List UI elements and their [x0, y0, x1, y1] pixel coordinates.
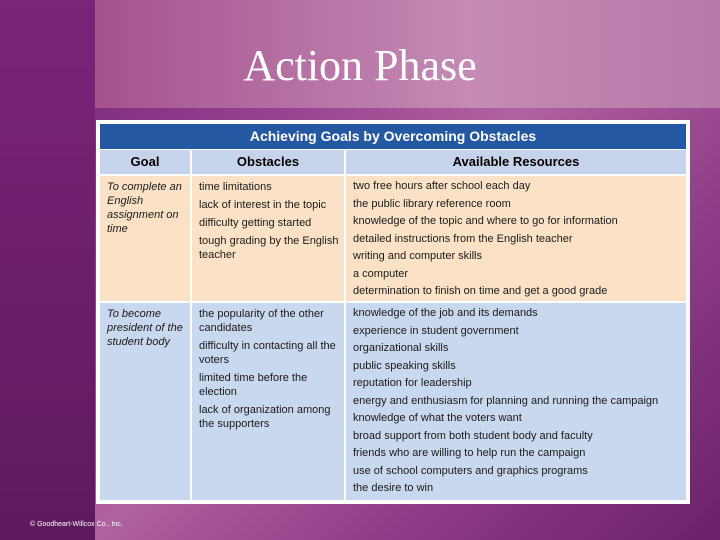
obstacle-item: time limitations	[199, 181, 272, 193]
table-row-1-resources	[346, 176, 686, 301]
table-row-1-goal	[100, 176, 190, 301]
resource-item: use of school computers and graphics programs	[353, 464, 588, 477]
table-caption: Achieving Goals by Overcoming Obstacles	[100, 124, 686, 149]
obstacle-item: lack of interest in the topic	[199, 199, 327, 211]
goal-text: To become president of the student body	[107, 308, 183, 348]
table-row-2-obstacles	[192, 303, 344, 500]
obstacle-item: difficulty in contacting all the voters	[199, 340, 336, 366]
resource-item: a computer	[353, 267, 409, 280]
obstacle-item: tough grading by the English teacher	[199, 235, 339, 261]
resource-item: organizational skills	[353, 342, 449, 354]
column-header-resources: Available Resources	[346, 150, 686, 174]
table-row-2-resources	[346, 303, 686, 500]
resource-item: public speaking skills	[353, 359, 456, 372]
resource-item: determination to finish on time and get a good grade	[353, 285, 608, 297]
resource-item: friends who are willing to help run the campaign	[353, 447, 586, 459]
resource-item: reputation for leadership	[353, 377, 472, 389]
obstacle-item: lack of organization among the supporters	[199, 404, 331, 430]
table-row-2-goal	[100, 303, 190, 500]
slide-title: Action Phase	[243, 41, 477, 90]
resource-item: detailed instructions from the English teacher	[353, 232, 573, 245]
resource-item: knowledge of what the voters want	[353, 412, 522, 424]
column-header-goal: Goal	[100, 150, 190, 174]
resource-item: the desire to win	[353, 482, 434, 494]
resource-item: the public library reference room	[353, 197, 511, 210]
obstacle-item: the popularity of the other candidates	[199, 308, 324, 334]
resource-item: energy and enthusiasm for planning and running the campaign	[353, 394, 659, 407]
resource-item: writing and computer skills	[353, 250, 482, 262]
obstacle-item: limited time before the election	[199, 372, 308, 398]
goal-text: To complete an English assignment on time	[107, 181, 182, 235]
resource-item: two free hours after school each day	[353, 180, 531, 192]
obstacle-item: difficulty getting started	[199, 217, 312, 229]
table-row-1-obstacles	[192, 176, 344, 301]
column-header-obstacles: Obstacles	[192, 150, 344, 174]
copyright-notice: © Goodheart-Willcox Co., Inc.	[30, 521, 123, 528]
resource-item: broad support from both student body and faculty	[353, 429, 593, 442]
resource-item: knowledge of the topic and where to go for information	[353, 215, 618, 227]
goals-table	[96, 120, 690, 504]
resource-item: experience in student government	[353, 324, 519, 337]
resource-item: knowledge of the job and its demands	[353, 307, 538, 319]
